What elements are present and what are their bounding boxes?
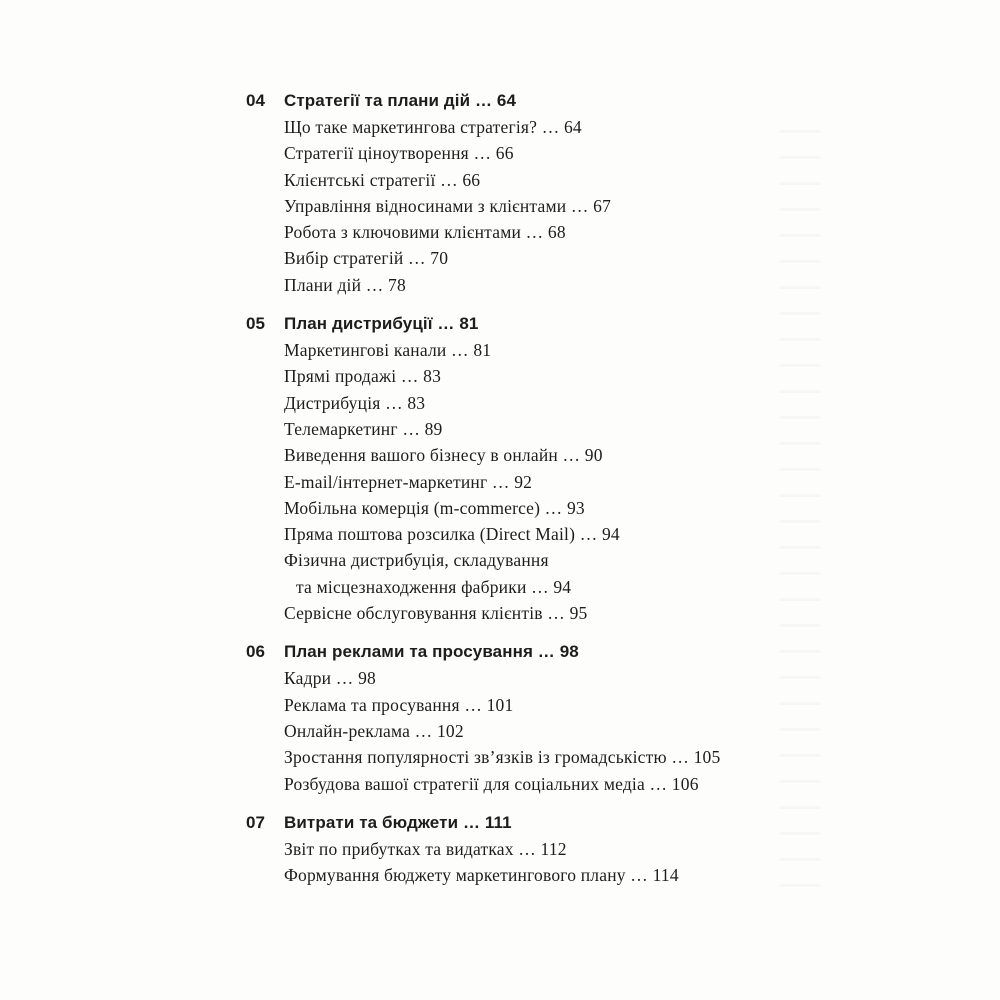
toc-entry: Зростання популярності зв’язків із громадськістю … 105 bbox=[284, 747, 721, 768]
toc-entry-line2: та місцезнаходження фабрики … 94 bbox=[296, 576, 572, 597]
chapter-number: 07 bbox=[246, 812, 266, 832]
chapter-07 bbox=[246, 810, 786, 889]
toc-entry: Робота з ключовими клієнтами … 68 bbox=[284, 222, 566, 243]
toc-entry: Управління відносинами з клієнтами … 67 bbox=[284, 195, 612, 216]
chapter-title: Стратегії та плани дій … 64 bbox=[284, 91, 517, 110]
chapter-heading bbox=[246, 639, 786, 665]
chapter-06 bbox=[246, 639, 786, 796]
chapter-title: Витрати та бюджети … 111 bbox=[284, 812, 512, 832]
toc-entry: Телемаркетинг … 89 bbox=[284, 418, 443, 439]
chapter-05 bbox=[246, 311, 786, 626]
chapter-number: 04 bbox=[246, 91, 266, 110]
chapter-title: План дистрибуції … 81 bbox=[284, 314, 479, 334]
toc-entry: Реклама та просування … 101 bbox=[284, 694, 514, 715]
show-through-shadow bbox=[780, 130, 820, 890]
chapter-entries bbox=[284, 337, 786, 626]
toc-entry: Що таке маркетингова стратегія? … 64 bbox=[284, 117, 582, 137]
toc-entry: Онлайн-реклама … 102 bbox=[284, 720, 464, 741]
chapter-heading bbox=[246, 311, 786, 337]
toc-entry-multiline bbox=[284, 547, 786, 600]
toc-entry: Вибір стратегій … 70 bbox=[284, 248, 449, 269]
toc-entry: Формування бюджету маркетингового плану … 114 bbox=[284, 865, 679, 886]
toc-entry: Звіт по прибутках та видатках … 112 bbox=[284, 838, 567, 859]
chapter-entries bbox=[284, 665, 786, 796]
toc-entry: Виведення вашого бізнесу в онлайн … 90 bbox=[284, 445, 603, 466]
toc-entry: Розбудова вашої стратегії для соціальних медіа … 106 bbox=[284, 773, 699, 794]
chapter-heading bbox=[246, 810, 786, 836]
toc-entry: Прямі продажі … 83 bbox=[284, 366, 442, 387]
toc-entry: Кадри … 98 bbox=[284, 668, 376, 689]
toc-entry-line1: Фізична дистрибуція, складування bbox=[284, 550, 549, 571]
chapter-number: 05 bbox=[246, 314, 266, 334]
chapter-04 bbox=[246, 88, 786, 298]
toc-entry: Сервісне обслуговування клієнтів … 95 bbox=[284, 603, 588, 624]
toc-entry: Клієнтські стратегії … 66 bbox=[284, 169, 481, 190]
chapter-number: 06 bbox=[246, 642, 266, 662]
toc-entry: E-mail/інтернет-маркетинг … 92 bbox=[284, 471, 533, 492]
toc-entry: Плани дій … 78 bbox=[284, 274, 406, 295]
chapter-entries bbox=[284, 114, 786, 298]
chapter-entries bbox=[284, 836, 786, 889]
chapter-heading bbox=[246, 88, 786, 114]
table-of-contents bbox=[246, 88, 786, 901]
toc-entry: Дистрибуція … 83 bbox=[284, 392, 426, 413]
toc-entry: Маркетингові канали … 81 bbox=[284, 340, 492, 361]
toc-entry: Стратегії ціноутворення … 66 bbox=[284, 143, 514, 164]
toc-entry: Пряма поштова розсилка (Direct Mail) … 94 bbox=[284, 524, 620, 545]
toc-entry: Мобільна комерція (m-commerce) … 93 bbox=[284, 497, 585, 518]
chapter-title: План реклами та просування … 98 bbox=[284, 642, 579, 662]
